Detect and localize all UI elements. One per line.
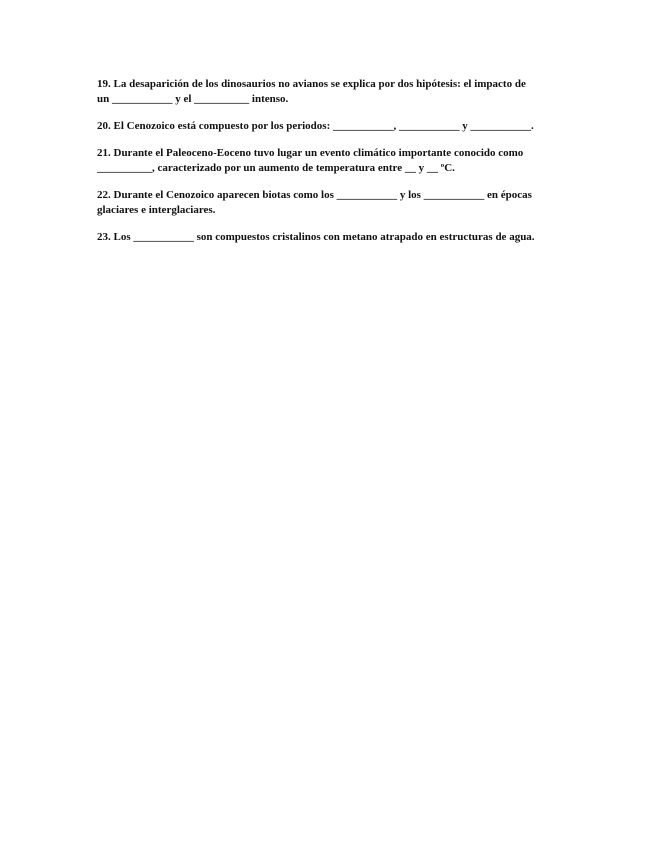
question-22 bbox=[97, 188, 563, 218]
question-23 bbox=[97, 230, 563, 245]
question-22-line-2: glaciares e interglaciares. bbox=[97, 204, 216, 216]
worksheet-questions bbox=[97, 77, 563, 257]
question-21-line-2: __________, caracterizado por un aumento de temperatura entre __ y __ ºC. bbox=[97, 162, 455, 174]
question-20-line-1: 20. El Cenozoico está compuesto por los periodos: ___________, ___________ y ___________. bbox=[97, 120, 534, 132]
question-22-line-1: 22. Durante el Cenozoico aparecen biotas como los ___________ y los ___________ en épocas bbox=[97, 189, 532, 201]
question-21 bbox=[97, 146, 563, 176]
question-21-line-1: 21. Durante el Paleoceno-Eoceno tuvo lugar un evento climático importante conocido como bbox=[97, 147, 524, 159]
question-23-line-1: 23. Los ___________ son compuestos cristalinos con metano atrapado en estructuras de agua. bbox=[97, 231, 535, 243]
question-19-line-1: 19. La desaparición de los dinosaurios no avianos se explica por dos hipótesis: el impacto de bbox=[97, 78, 526, 90]
question-20 bbox=[97, 119, 563, 134]
question-19-line-2: un ___________ y el __________ intenso. bbox=[97, 93, 289, 105]
question-19 bbox=[97, 77, 563, 107]
